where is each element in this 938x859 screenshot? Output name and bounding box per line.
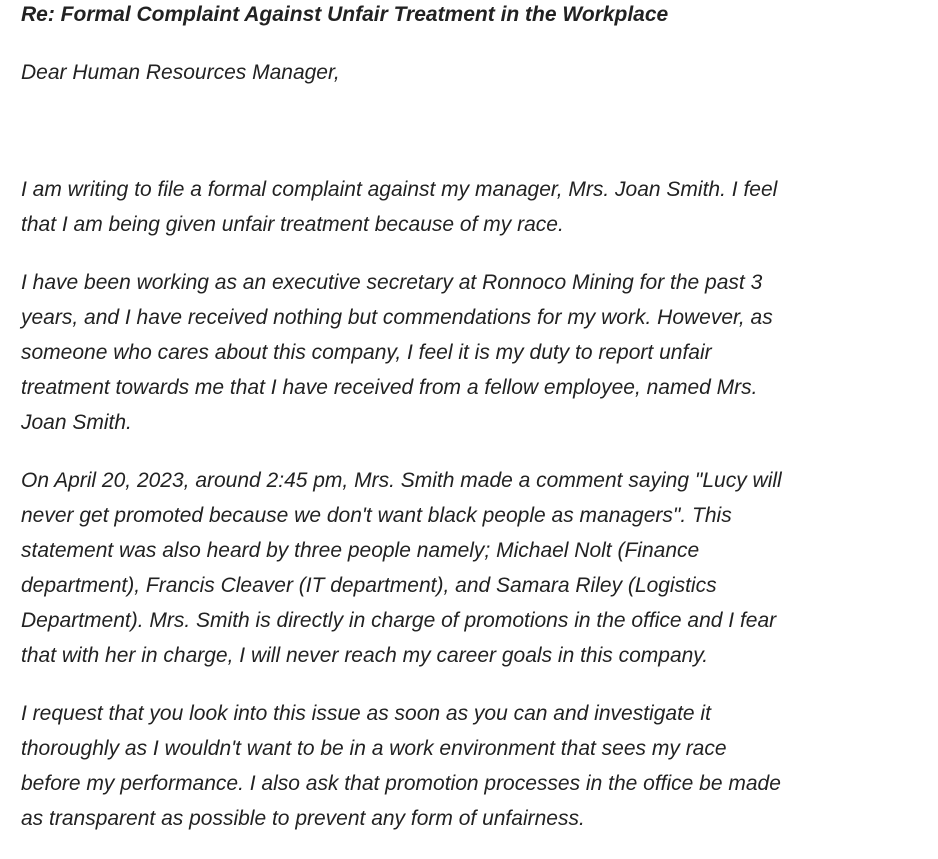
letter-body — [21, 172, 921, 836]
letter-subject: Re: Formal Complaint Against Unfair Treatment in the Workplace — [21, 3, 669, 26]
paragraph-intro: I am writing to file a formal complaint against my manager, Mrs. Joan Smith. I feel that I am being given unfair treatment because of my race. — [21, 178, 778, 236]
paragraph-incident: On April 20, 2023, around 2:45 pm, Mrs. Smith made a comment saying "Lucy will never get promoted because we don't want black people as managers". This statement was also heard by three people namely; Michael Nolt (Finance department), Francis Cleaver (IT department), and Samara Riley (Logistics Department). Mrs. Smith is directly in charge of promotions in the office and I fear that with her in charge, I will never reach my career goals in this company. — [21, 469, 782, 667]
paragraph-request: I request that you look into this issue as soon as you can and investigate it thoroughly as I wouldn't want to be in a work environment that sees my race before my performance. I also ask that promotion processes in the office be made as transparent as possible to prevent any form of unfairness. — [21, 702, 781, 830]
letter-salutation: Dear Human Resources Manager, — [21, 61, 340, 84]
complaint-letter — [21, 0, 921, 859]
paragraph-background: I have been working as an executive secretary at Ronnoco Mining for the past 3 years, and I have received nothing but commendations for my work. However, as someone who cares about this company, I feel it is my duty to report unfair treatment towards me that I have received from a fellow employee, named Mrs. Joan Smith. — [21, 271, 773, 434]
